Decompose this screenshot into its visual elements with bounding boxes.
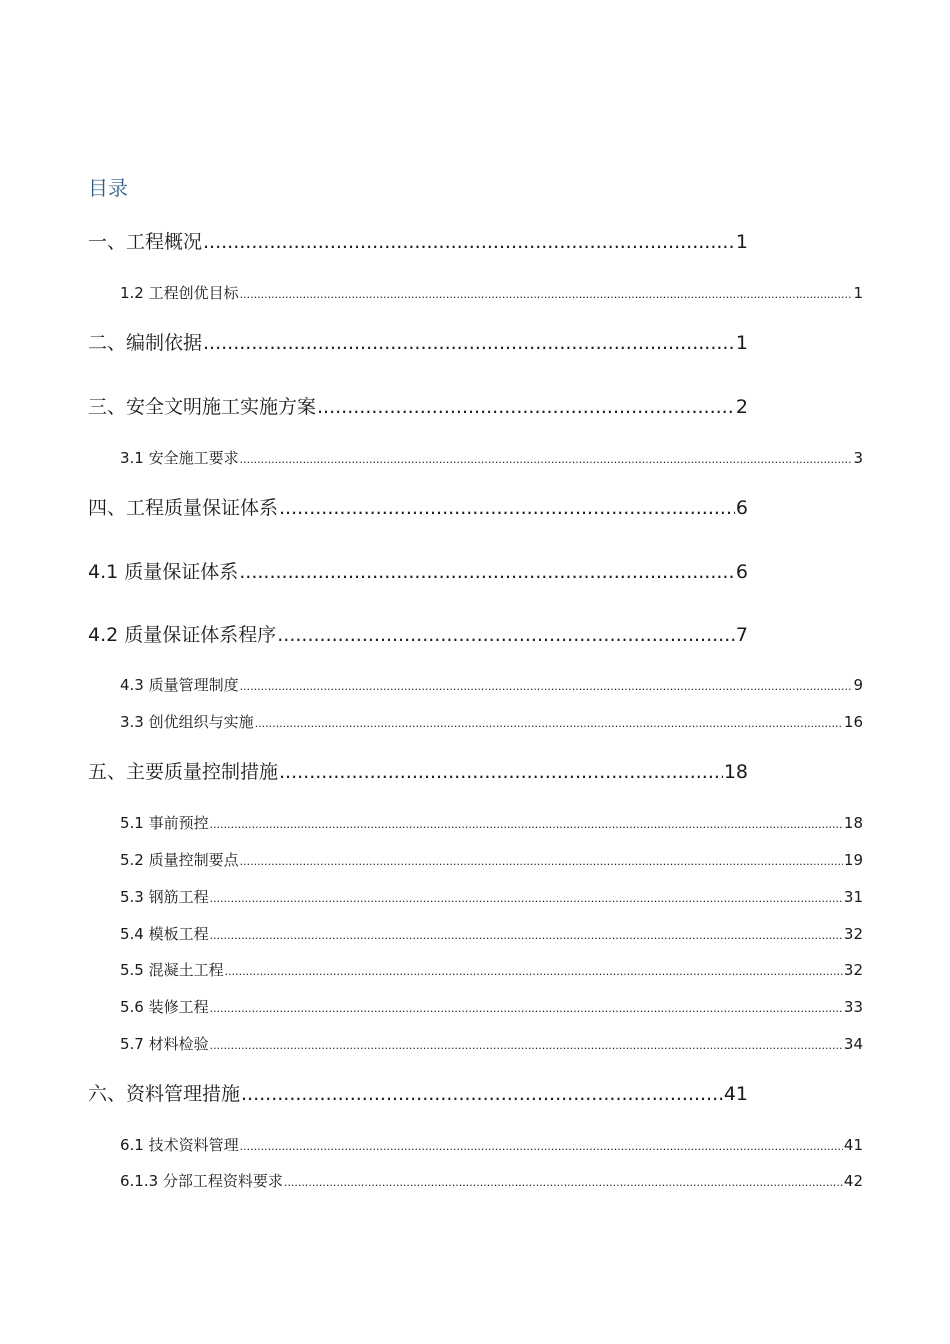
toc-leader-dots (317, 392, 735, 422)
toc-entry-page: 32 (843, 925, 863, 943)
toc-entry-page: 42 (843, 1172, 863, 1190)
toc-entry[interactable] (120, 958, 863, 982)
toc-leader-dots (240, 673, 853, 699)
toc-entry-label: 5.4 模板工程 (120, 925, 209, 943)
toc-leader-dots (225, 958, 843, 984)
toc-entry-label: 一、工程概况 (88, 231, 203, 253)
toc-entry-page: 18 (843, 814, 863, 832)
toc-entry[interactable] (88, 392, 748, 422)
toc-entry[interactable] (88, 557, 748, 587)
toc-entry[interactable] (120, 885, 863, 909)
toc-entry[interactable] (120, 848, 863, 872)
toc-entry-page: 34 (843, 1035, 863, 1053)
toc-entry-page: 18 (723, 761, 748, 783)
toc-leader-dots (284, 1169, 843, 1195)
toc-leader-dots (240, 446, 853, 472)
toc-entry-label: 5.6 装修工程 (120, 998, 209, 1016)
toc-entry[interactable] (88, 757, 748, 787)
toc-entry[interactable] (120, 811, 863, 835)
toc-entry-page: 41 (723, 1083, 748, 1105)
toc-entry-label: 三、安全文明施工实施方案 (88, 396, 317, 418)
toc-leader-dots (240, 281, 853, 307)
toc-entry[interactable] (120, 922, 863, 946)
toc-entry-label: 5.5 混凝土工程 (120, 961, 224, 979)
toc-entry-page: 6 (735, 561, 748, 583)
toc-entry-page: 1 (735, 231, 748, 253)
toc-title: 目录 (88, 176, 128, 200)
toc-entry-label: 3.3 创优组织与实施 (120, 713, 254, 731)
toc-entry-page: 31 (843, 888, 863, 906)
toc-leader-dots (210, 995, 843, 1021)
toc-entry[interactable] (120, 446, 863, 470)
toc-leader-dots (239, 557, 735, 587)
toc-entry-page: 19 (843, 851, 863, 869)
toc-entry-page: 32 (843, 961, 863, 979)
toc-entry-page: 7 (735, 624, 748, 646)
toc-entry-page: 9 (853, 676, 863, 694)
toc-entry[interactable] (88, 620, 748, 650)
toc-entry-label: 3.1 安全施工要求 (120, 449, 239, 467)
toc-entry-label: 5.1 事前预控 (120, 814, 209, 832)
toc-entry-page: 3 (853, 449, 863, 467)
toc-entry-page: 33 (843, 998, 863, 1016)
toc-entry-label: 5.2 质量控制要点 (120, 851, 239, 869)
toc-entry-page: 41 (843, 1136, 863, 1154)
toc-entry-label: 4.2 质量保证体系程序 (88, 624, 277, 646)
toc-leader-dots (203, 227, 735, 257)
toc-entry-label: 四、工程质量保证体系 (88, 497, 279, 519)
toc-leader-dots (210, 811, 843, 837)
toc-entry-page: 1 (735, 332, 748, 354)
toc-entry-label: 6.1.3 分部工程资料要求 (120, 1172, 283, 1190)
toc-entry-label: 五、主要质量控制措施 (88, 761, 279, 783)
toc-entry-label: 1.2 工程创优目标 (120, 284, 239, 302)
toc-leader-dots (240, 1133, 843, 1159)
toc-entry[interactable] (120, 995, 863, 1019)
toc-entry[interactable] (88, 1079, 748, 1109)
toc-entry[interactable] (120, 673, 863, 697)
toc-leader-dots (255, 710, 843, 736)
toc-entry[interactable] (120, 710, 863, 734)
toc-leader-dots (210, 1032, 843, 1058)
toc-entry-label: 6.1 技术资料管理 (120, 1136, 239, 1154)
toc-entry[interactable] (88, 227, 748, 257)
toc-entry[interactable] (120, 1032, 863, 1056)
toc-entry-label: 5.7 材料检验 (120, 1035, 209, 1053)
toc-leader-dots (279, 493, 735, 523)
toc-entry-page: 1 (853, 284, 863, 302)
toc-entry[interactable] (88, 328, 748, 358)
toc-leader-dots (277, 620, 735, 650)
toc-entry[interactable] (88, 493, 748, 523)
toc-leader-dots (210, 885, 843, 911)
toc-leader-dots (241, 1079, 723, 1109)
toc-entry-page: 6 (735, 497, 748, 519)
toc-entry-page: 16 (843, 713, 863, 731)
toc-leader-dots (210, 922, 843, 948)
toc-entry-label: 二、编制依据 (88, 332, 203, 354)
toc-entry[interactable] (120, 1169, 863, 1193)
toc-leader-dots (279, 757, 723, 787)
toc-entry-label: 5.3 钢筋工程 (120, 888, 209, 906)
toc-entry-page: 2 (735, 396, 748, 418)
toc-entry-label: 4.3 质量管理制度 (120, 676, 239, 694)
toc-leader-dots (240, 848, 843, 874)
toc-leader-dots (203, 328, 735, 358)
toc-entry-label: 六、资料管理措施 (88, 1083, 241, 1105)
toc-entry[interactable] (120, 1133, 863, 1157)
toc-entry-label: 4.1 质量保证体系 (88, 561, 239, 583)
toc-entry[interactable] (120, 281, 863, 305)
